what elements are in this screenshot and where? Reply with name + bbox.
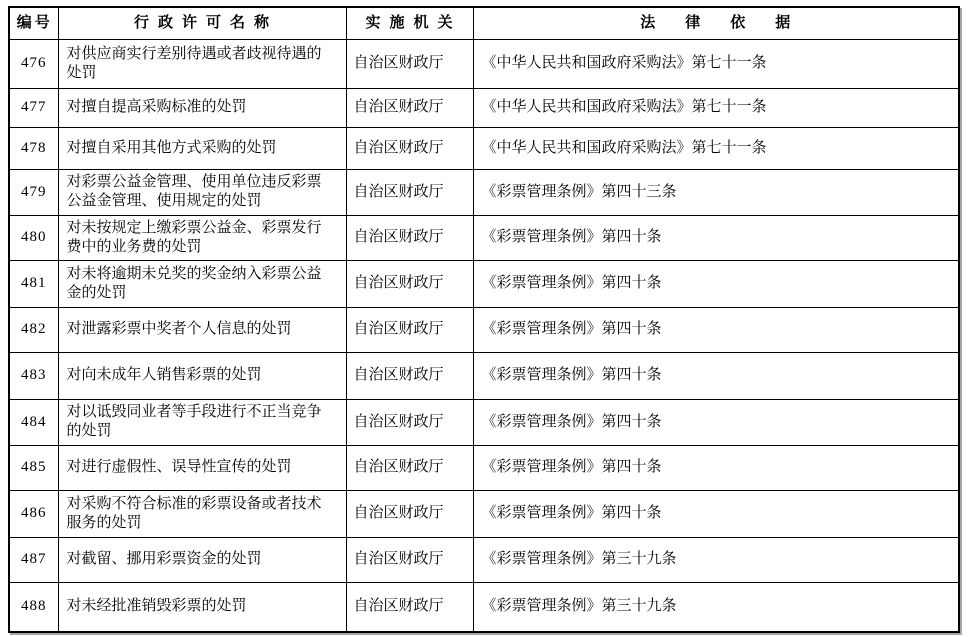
- table-row: [9, 260, 959, 307]
- cell-id: 488: [9, 582, 58, 632]
- cell-id: 482: [9, 307, 58, 352]
- cell-name: 对未将逾期未兑奖的奖金纳入彩票公益金的处罚: [58, 260, 346, 307]
- cell-legal: 《彩票管理条例》第四十条: [473, 352, 959, 399]
- cell-agency: 自治区财政厅: [346, 352, 473, 399]
- cell-agency: 自治区财政厅: [346, 260, 473, 307]
- cell-legal: 《彩票管理条例》第四十条: [473, 307, 959, 352]
- table-row: [9, 399, 959, 445]
- cell-id: 476: [9, 39, 58, 88]
- cell-name: 对未经批准销毁彩票的处罚: [58, 582, 346, 632]
- cell-legal: 《彩票管理条例》第三十九条: [473, 582, 959, 632]
- table-row: [9, 537, 959, 582]
- table-row: [9, 445, 959, 490]
- table-row: [9, 582, 959, 632]
- column-header-id: 编号: [9, 7, 58, 39]
- table-row: [9, 307, 959, 352]
- cell-id: 478: [9, 127, 58, 169]
- table-row: [9, 352, 959, 399]
- cell-id: 480: [9, 215, 58, 260]
- cell-legal: 《彩票管理条例》第四十条: [473, 260, 959, 307]
- cell-name: 对泄露彩票中奖者个人信息的处罚: [58, 307, 346, 352]
- table-header: [9, 7, 959, 39]
- table-row: [9, 39, 959, 88]
- cell-agency: 自治区财政厅: [346, 582, 473, 632]
- cell-agency: 自治区财政厅: [346, 39, 473, 88]
- cell-legal: 《彩票管理条例》第四十三条: [473, 169, 959, 215]
- cell-agency: 自治区财政厅: [346, 215, 473, 260]
- cell-agency: 自治区财政厅: [346, 169, 473, 215]
- permits-table: [8, 6, 960, 633]
- cell-agency: 自治区财政厅: [346, 445, 473, 490]
- cell-id: 477: [9, 88, 58, 127]
- cell-id: 483: [9, 352, 58, 399]
- cell-agency: 自治区财政厅: [346, 127, 473, 169]
- cell-name: 对截留、挪用彩票资金的处罚: [58, 537, 346, 582]
- cell-legal: 《彩票管理条例》第三十九条: [473, 537, 959, 582]
- column-header-name: 行政许可名称: [58, 7, 346, 39]
- column-header-legal: 法律依据: [473, 7, 959, 39]
- column-header-agency: 实施机关: [346, 7, 473, 39]
- table-row: [9, 88, 959, 127]
- cell-agency: 自治区财政厅: [346, 537, 473, 582]
- cell-id: 486: [9, 490, 58, 537]
- cell-legal: 《彩票管理条例》第四十条: [473, 399, 959, 445]
- cell-name: 对擅自提高采购标准的处罚: [58, 88, 346, 127]
- cell-name: 对未按规定上缴彩票公益金、彩票发行费中的业务费的处罚: [58, 215, 346, 260]
- cell-id: 481: [9, 260, 58, 307]
- header-row: [9, 7, 959, 39]
- cell-id: 484: [9, 399, 58, 445]
- cell-legal: 《彩票管理条例》第四十条: [473, 490, 959, 537]
- cell-agency: 自治区财政厅: [346, 490, 473, 537]
- table-body: [9, 39, 959, 632]
- cell-name: 对采购不符合标准的彩票设备或者技术服务的处罚: [58, 490, 346, 537]
- cell-id: 479: [9, 169, 58, 215]
- cell-name: 对进行虚假性、误导性宣传的处罚: [58, 445, 346, 490]
- cell-id: 487: [9, 537, 58, 582]
- table-row: [9, 215, 959, 260]
- cell-name: 对供应商实行差别待遇或者歧视待遇的处罚: [58, 39, 346, 88]
- cell-name: 对擅自采用其他方式采购的处罚: [58, 127, 346, 169]
- cell-agency: 自治区财政厅: [346, 307, 473, 352]
- cell-agency: 自治区财政厅: [346, 88, 473, 127]
- table-row: [9, 169, 959, 215]
- cell-legal: 《彩票管理条例》第四十条: [473, 445, 959, 490]
- cell-legal: 《中华人民共和国政府采购法》第七十一条: [473, 39, 959, 88]
- cell-id: 485: [9, 445, 58, 490]
- cell-name: 对向未成年人销售彩票的处罚: [58, 352, 346, 399]
- cell-legal: 《中华人民共和国政府采购法》第七十一条: [473, 88, 959, 127]
- cell-legal: 《中华人民共和国政府采购法》第七十一条: [473, 127, 959, 169]
- cell-legal: 《彩票管理条例》第四十条: [473, 215, 959, 260]
- cell-name: 对以诋毁同业者等手段进行不正当竞争的处罚: [58, 399, 346, 445]
- cell-agency: 自治区财政厅: [346, 399, 473, 445]
- cell-name: 对彩票公益金管理、使用单位违反彩票公益金管理、使用规定的处罚: [58, 169, 346, 215]
- table-row: [9, 490, 959, 537]
- table-row: [9, 127, 959, 169]
